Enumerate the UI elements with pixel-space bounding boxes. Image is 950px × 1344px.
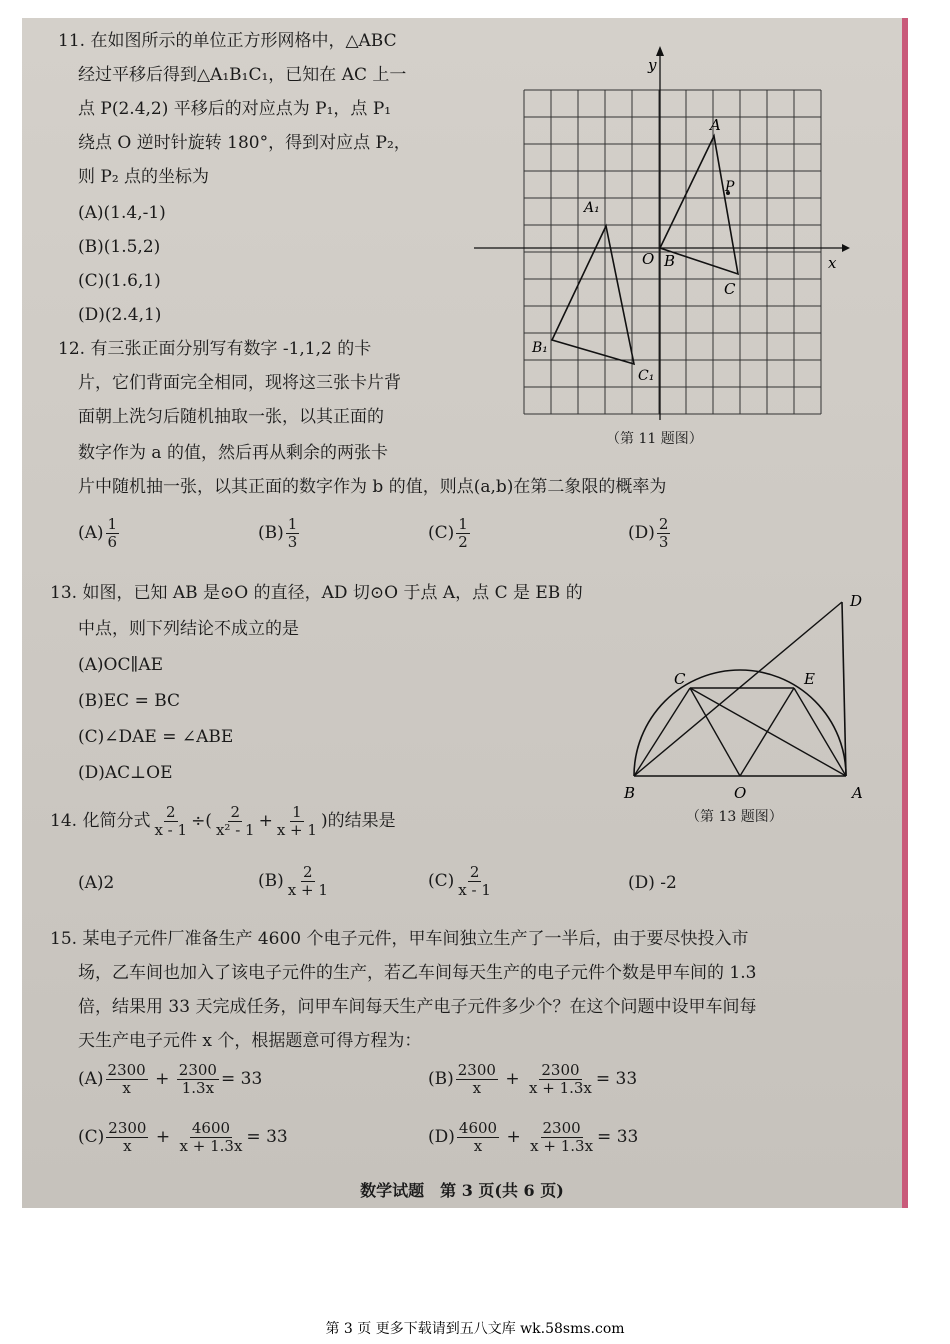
fraction	[106, 1120, 148, 1155]
q14-option-d: (D) -2	[628, 873, 677, 893]
denominator: 3	[287, 533, 298, 551]
fig11-label-c1: C₁	[638, 368, 655, 384]
q13-option-d: (D)AC⊥OE	[78, 763, 173, 783]
q14-option-b-label: (B)	[258, 871, 284, 891]
bottom-footer: 第 3 页 更多下载请到五八文库 wk.58sms.com	[325, 1321, 625, 1337]
rhs: = 33	[220, 1069, 263, 1089]
denominator: x + 1.3x	[179, 1137, 243, 1155]
denominator: x + 1	[287, 881, 328, 899]
q11-line: 点 P(2.4,2) 平移后的对应点为 P₁，点 P₁	[78, 99, 392, 119]
numerator: 2	[303, 863, 313, 881]
fraction	[177, 1062, 219, 1097]
fig13-label-d: D	[850, 592, 863, 610]
rhs: = 33	[246, 1127, 288, 1147]
fraction	[286, 516, 300, 551]
numerator: 1	[292, 803, 302, 821]
q11-option-d: (D)(2.4,1)	[78, 305, 162, 325]
q12-line: 片，它们背面完全相同，现将这三张卡片背	[78, 373, 401, 393]
q14-option-b	[258, 864, 332, 899]
numerator: 2300	[542, 1119, 581, 1137]
numerator: 1	[287, 515, 298, 533]
numerator: 2	[165, 803, 176, 821]
q12-option-d	[628, 516, 672, 551]
q12-option-a	[78, 516, 121, 551]
fraction	[178, 1120, 245, 1155]
fraction	[456, 1062, 498, 1097]
fraction	[527, 1062, 594, 1097]
denominator: x	[122, 1079, 131, 1097]
q15-option-d: (D) $\frac{4600}{x}$ + $\frac{2300}{x + 1.3x}$ = 33	[428, 1119, 639, 1155]
q14-option-a: (A)2	[78, 873, 115, 893]
q15-option-a: (A) $\frac{2300}{x}$ + $\frac{2300}{1.3x}$ = 33	[78, 1061, 263, 1097]
q15-option-c: (C) $\frac{2300}{x}$ + $\frac{4600}{x + 1.3x}$ = 33	[78, 1119, 288, 1155]
q15-line: 倍，结果用 33 天完成任务，问甲车间每天生产电子元件多少个？在这个问题中设甲车间每	[78, 997, 757, 1017]
figure-13-caption: （第 13 题图）	[686, 809, 783, 825]
numerator: 4600	[191, 1119, 231, 1137]
figure-11-grid	[472, 38, 852, 428]
q13-option-b: (B)EC = BC	[78, 691, 181, 711]
q14-div: ÷(	[191, 811, 212, 831]
page-footer: 数学试题 第 3 页(共 6 页)	[360, 1181, 564, 1200]
numerator: 2300	[107, 1061, 146, 1079]
rhs: = 33	[595, 1069, 638, 1089]
fig13-label-e: E	[804, 670, 815, 688]
denominator: x² - 1	[215, 821, 255, 839]
q12-option-c-label: (C)	[428, 523, 455, 543]
fig11-label-o: O	[642, 250, 655, 268]
q12-option-d-label: (D)	[628, 523, 655, 543]
denominator: x - 1	[154, 821, 188, 839]
fraction	[106, 1062, 148, 1097]
q11-option-c: (C)(1.6,1)	[78, 271, 161, 291]
q15-line: 天生产电子元件 x 个，根据题意可得方程为：	[78, 1031, 422, 1051]
fraction	[657, 516, 671, 551]
q11-line: 经过平移后得到△A₁B₁C₁，已知在 AC 上一	[78, 65, 407, 85]
q12-line: 片中随机抽一张，以其正面的数字作为 b 的值，则点(a,b)在第二象限的概率为	[78, 477, 667, 497]
numerator: 2300	[108, 1119, 147, 1137]
q12-line: 数字作为 a 的值，然后再从剩余的两张卡	[78, 443, 388, 463]
fig11-label-b: B	[664, 252, 676, 270]
numerator: 2300	[178, 1061, 217, 1079]
figure-11-caption: （第 11 题图）	[606, 431, 703, 447]
q13-line: 13. 如图，已知 AB 是⊙O 的直径，AD 切⊙O 于点 A，点 C 是 EB 的	[50, 583, 583, 603]
fig13-label-o: O	[734, 784, 747, 802]
numerator: 2	[230, 803, 241, 821]
q12-line: 12. 有三张正面分别写有数字 -1,1,2 的卡	[58, 339, 372, 359]
denominator: x	[473, 1137, 483, 1155]
q13-line: 中点，则下列结论不成立的是	[78, 619, 299, 639]
fraction	[214, 804, 257, 839]
fraction	[152, 804, 189, 839]
q12-line: 面朝上洗匀后随机抽取一张，以其正面的	[78, 407, 384, 427]
q12-option-c	[428, 516, 472, 551]
q13-option-a: (A)OC∥AE	[78, 655, 164, 675]
q15-line: 15. 某电子元件厂准备生产 4600 个电子元件，甲车间独立生产了一半后，由于要尽快投入市	[50, 929, 749, 949]
numerator: 1	[458, 515, 468, 533]
q15-option-a-label: (A)	[78, 1069, 104, 1089]
q12-option-b	[258, 516, 301, 551]
figure-13-circle	[618, 574, 872, 804]
fig11-label-a: A	[710, 116, 721, 134]
q14-prefix: 14. 化简分式	[50, 811, 151, 831]
fig11-label-x: x	[828, 254, 837, 272]
fig13-label-a: A	[852, 784, 863, 802]
numerator: 2	[658, 515, 669, 533]
fraction	[528, 1120, 595, 1155]
q15-option-b: (B) $\frac{2300}{x}$ + $\frac{2300}{x + 1.3x}$ = 33	[428, 1061, 638, 1097]
fraction	[456, 516, 470, 551]
fraction	[106, 516, 120, 551]
fig11-label-b1: B₁	[532, 340, 548, 356]
numerator: 2	[469, 863, 480, 881]
q14-suffix: )的结果是	[320, 811, 396, 831]
numerator: 4600	[458, 1119, 498, 1137]
q12-option-b-label: (B)	[258, 523, 284, 543]
q15-line: 场，乙车间也加入了该电子元件的生产，若乙车间每天生产的电子元件个数是甲车间的 1.3	[78, 963, 757, 983]
q11-option-a: (A)(1.4,-1)	[78, 203, 166, 223]
q11-line: 绕点 O 逆时针旋转 180°，得到对应点 P₂，	[78, 133, 411, 153]
denominator: x + 1.3x	[530, 1137, 594, 1155]
question-14	[50, 804, 396, 839]
q15-option-d-label: (D)	[428, 1127, 455, 1147]
q11-option-b: (B)(1.5,2)	[78, 237, 161, 257]
numerator: 1	[107, 515, 118, 533]
q15-option-c-label: (C)	[78, 1127, 105, 1147]
denominator: 2	[458, 533, 468, 551]
q11-line: 11. 在如图所示的单位正方形网格中，△ABC	[58, 31, 397, 51]
denominator: 1.3x	[181, 1079, 215, 1097]
q15-option-b-label: (B)	[428, 1069, 454, 1089]
fig13-label-b: B	[624, 784, 636, 802]
rhs: = 33	[597, 1127, 639, 1147]
numerator: 2300	[457, 1061, 496, 1079]
exam-paper	[22, 18, 902, 1208]
q12-option-a-label: (A)	[78, 523, 104, 543]
fig11-label-a1: A₁	[584, 200, 600, 216]
denominator: x + 1	[276, 821, 317, 839]
denominator: 3	[658, 533, 669, 551]
denominator: x + 1.3x	[529, 1079, 592, 1097]
q14-plus: +	[258, 811, 273, 831]
fraction	[456, 864, 493, 899]
q13-option-c: (C)∠DAE = ∠ABE	[78, 727, 234, 747]
q14-option-c	[428, 864, 495, 899]
fig11-label-p: P	[725, 179, 735, 195]
fraction	[286, 864, 330, 899]
denominator: x	[123, 1137, 132, 1155]
numerator: 2300	[541, 1061, 580, 1079]
fig13-label-c: C	[674, 670, 686, 688]
fig11-label-c: C	[724, 280, 736, 298]
exam-photo	[22, 18, 908, 1208]
denominator: 6	[107, 533, 118, 551]
q11-line: 则 P₂ 点的坐标为	[78, 167, 210, 187]
fraction	[275, 804, 319, 839]
denominator: x	[472, 1079, 482, 1097]
q14-option-c-label: (C)	[428, 871, 455, 891]
fig11-label-y: y	[648, 56, 657, 74]
fraction	[457, 1120, 499, 1155]
denominator: x - 1	[458, 881, 491, 899]
